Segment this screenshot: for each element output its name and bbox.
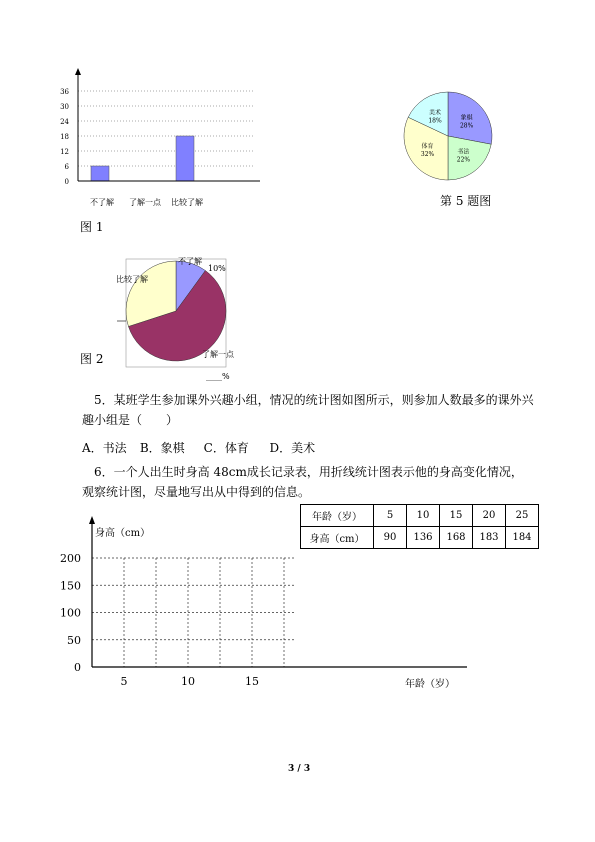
line-y-tick-label: 150 [60,579,81,593]
bar-x-tick-label: 不了解 [90,198,114,207]
line-y-tick-label: 200 [60,552,81,565]
pie5-slice-percent: 32% [420,150,435,158]
option-a: A．书法 [82,441,127,455]
table-cell: 184 [506,527,539,549]
line-y-axis-arrow [89,516,95,524]
bar-y-axis-arrow [75,68,81,75]
figure2-caption: 图 2 [80,352,104,366]
bar-x-tick-label: 比较了解 [171,198,203,207]
pie5-slice-label: 象棋 [460,114,473,122]
table-cell: 5 [374,505,407,527]
line-y-tick-label: 100 [60,606,81,620]
table-header-age: 年龄（岁） [301,505,374,527]
bar-chart-figure1 [55,65,275,225]
option-b: B．象棋 [139,441,185,455]
bar [176,136,194,181]
pie5-slice-label: 书法 [457,148,470,156]
pie5-slice-percent: 18% [428,117,442,125]
bar [91,166,109,181]
table-cell: 168 [440,527,473,549]
pie2-label-understand-some: 了解一点 [202,350,234,359]
table-cell: 10 [407,505,440,527]
question6-text: 6．一个人出生时身高 48cm成长记录表，用折线统计图表示他的身高变化情况，观察统计图，尽量地写出从中得到的信息。 [82,465,523,499]
line-y-tick-label: 0 [74,661,81,674]
line-chart-xlabel: 年龄（岁） [405,679,455,690]
pie2-label-percent-top: 10% [208,264,226,273]
pie5-slice-percent: 22% [456,156,471,164]
line-x-tick-label: 15 [245,675,259,688]
line-x-tick-label: 10 [181,675,195,688]
pie5-slice-percent: 28% [459,122,474,130]
bar-y-tick-label: 24 [60,118,69,126]
pie5-slice-label: 体育 [421,142,434,150]
pie2-label-not-understand: 不了解 [178,257,202,266]
page-number: 3 / 3 [288,764,311,774]
table-cell: 136 [407,527,440,549]
bar-y-tick-label: 18 [60,133,69,141]
line-y-tick-label: 50 [67,633,81,647]
pie2-label-understand-well: 比较了解 [116,275,148,284]
table-cell: 15 [440,505,473,527]
pie-chart-figure2 [112,255,252,385]
bar-y-tick-label: 0 [64,178,69,186]
line-chart-ylabel: 身高（cm） [95,528,151,539]
table-header-height: 身高（cm） [301,527,374,549]
bar-x-tick-label: 了解一点 [129,198,161,207]
pie5-slice-label: 美术 [429,109,442,117]
line-chart-grid [55,512,475,692]
table-cell: 20 [473,505,506,527]
bar-y-tick-label: 36 [60,88,69,96]
table-cell: 90 [374,527,407,549]
question5-options [82,438,329,458]
bar-y-tick-label: 12 [60,148,69,156]
figure1-caption: 图 1 [80,220,104,234]
bar-y-tick-label: 30 [60,103,69,111]
table-cell: 25 [506,505,539,527]
table-cell: 183 [473,527,506,549]
pie5-caption: 第 5 题图 [440,194,492,208]
option-c: C．体育 [203,441,249,455]
pie-chart-q5 [398,84,498,184]
pie2-label-blank-pct: ____% [206,372,230,381]
option-d: D．美术 [269,441,316,455]
bar-y-tick-label: 6 [64,163,69,171]
line-x-tick-label: 5 [120,675,128,688]
question5-text: 5．某班学生参加课外兴趣小组，情况的统计图如图所示，则参加人数最多的课外兴趣小组是（ ） [82,393,534,427]
